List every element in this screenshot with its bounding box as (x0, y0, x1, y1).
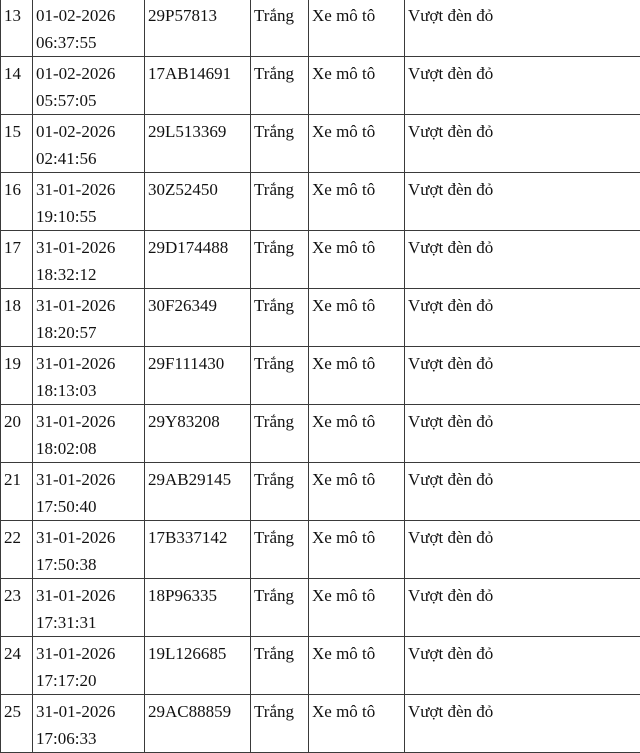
datetime-cell (33, 115, 145, 173)
datetime-cell (33, 521, 145, 579)
datetime-cell (33, 695, 145, 753)
datetime-cell (33, 405, 145, 463)
plate-cell: 29D174488 (145, 231, 251, 289)
plate-cell: 29AB29145 (145, 463, 251, 521)
color-cell: Trắng (251, 463, 309, 521)
datetime-cell (33, 289, 145, 347)
plate-cell: 29AC88859 (145, 695, 251, 753)
vehicle-type-cell: Xe mô tô (309, 637, 405, 695)
row-number-cell: 22 (1, 521, 33, 579)
vehicle-type-cell: Xe mô tô (309, 173, 405, 231)
table-row (1, 579, 640, 637)
table-row (1, 695, 640, 753)
date-text: 01-02-2026 (36, 60, 144, 87)
vehicle-type-cell: Xe mô tô (309, 231, 405, 289)
row-number-cell: 20 (1, 405, 33, 463)
color-cell: Trắng (251, 0, 309, 57)
plate-cell: 29F111430 (145, 347, 251, 405)
date-text: 01-02-2026 (36, 2, 144, 29)
plate-cell: 30F26349 (145, 289, 251, 347)
datetime-cell (33, 173, 145, 231)
color-cell: Trắng (251, 231, 309, 289)
time-text: 17:31:31 (36, 609, 144, 636)
time-text: 17:06:33 (36, 725, 144, 752)
violation-cell: Vượt đèn đỏ (405, 521, 640, 579)
date-text: 31-01-2026 (36, 408, 144, 435)
row-number-cell: 19 (1, 347, 33, 405)
datetime-cell (33, 57, 145, 115)
table-row (1, 173, 640, 231)
vehicle-type-cell: Xe mô tô (309, 57, 405, 115)
plate-cell: 29L513369 (145, 115, 251, 173)
table-row (1, 463, 640, 521)
row-number-cell: 18 (1, 289, 33, 347)
violation-cell: Vượt đèn đỏ (405, 0, 640, 57)
time-text: 19:10:55 (36, 203, 144, 230)
plate-cell: 30Z52450 (145, 173, 251, 231)
violation-cell: Vượt đèn đỏ (405, 57, 640, 115)
date-text: 31-01-2026 (36, 176, 144, 203)
color-cell: Trắng (251, 173, 309, 231)
table-row (1, 57, 640, 115)
vehicle-type-cell: Xe mô tô (309, 405, 405, 463)
time-text: 18:20:57 (36, 319, 144, 346)
plate-cell: 17B337142 (145, 521, 251, 579)
row-number-cell: 25 (1, 695, 33, 753)
datetime-cell (33, 231, 145, 289)
violation-cell: Vượt đèn đỏ (405, 463, 640, 521)
date-text: 01-02-2026 (36, 118, 144, 145)
color-cell: Trắng (251, 57, 309, 115)
color-cell: Trắng (251, 289, 309, 347)
vehicle-type-cell: Xe mô tô (309, 0, 405, 57)
violation-cell: Vượt đèn đỏ (405, 231, 640, 289)
date-text: 31-01-2026 (36, 524, 144, 551)
table-row (1, 289, 640, 347)
datetime-cell (33, 579, 145, 637)
date-text: 31-01-2026 (36, 640, 144, 667)
vehicle-type-cell: Xe mô tô (309, 289, 405, 347)
table-row (1, 115, 640, 173)
time-text: 18:13:03 (36, 377, 144, 404)
violation-cell: Vượt đèn đỏ (405, 347, 640, 405)
time-text: 02:41:56 (36, 145, 144, 172)
violation-cell: Vượt đèn đỏ (405, 405, 640, 463)
table-row (1, 231, 640, 289)
row-number-cell: 13 (1, 0, 33, 57)
time-text: 06:37:55 (36, 29, 144, 56)
datetime-cell (33, 347, 145, 405)
date-text: 31-01-2026 (36, 234, 144, 261)
time-text: 18:32:12 (36, 261, 144, 288)
plate-cell: 29P57813 (145, 0, 251, 57)
violation-cell: Vượt đèn đỏ (405, 289, 640, 347)
color-cell: Trắng (251, 695, 309, 753)
plate-cell: 18P96335 (145, 579, 251, 637)
row-number-cell: 17 (1, 231, 33, 289)
vehicle-type-cell: Xe mô tô (309, 521, 405, 579)
datetime-cell (33, 463, 145, 521)
color-cell: Trắng (251, 637, 309, 695)
row-number-cell: 14 (1, 57, 33, 115)
vehicle-type-cell: Xe mô tô (309, 463, 405, 521)
color-cell: Trắng (251, 405, 309, 463)
violation-cell: Vượt đèn đỏ (405, 115, 640, 173)
date-text: 31-01-2026 (36, 292, 144, 319)
vehicle-type-cell: Xe mô tô (309, 695, 405, 753)
time-text: 17:50:38 (36, 551, 144, 578)
color-cell: Trắng (251, 521, 309, 579)
color-cell: Trắng (251, 579, 309, 637)
datetime-cell (33, 0, 145, 57)
table-row (1, 405, 640, 463)
color-cell: Trắng (251, 115, 309, 173)
plate-cell: 19L126685 (145, 637, 251, 695)
table-row (1, 0, 640, 57)
time-text: 05:57:05 (36, 87, 144, 114)
row-number-cell: 24 (1, 637, 33, 695)
vehicle-type-cell: Xe mô tô (309, 579, 405, 637)
time-text: 18:02:08 (36, 435, 144, 462)
vehicle-type-cell: Xe mô tô (309, 347, 405, 405)
plate-cell: 29Y83208 (145, 405, 251, 463)
vehicle-type-cell: Xe mô tô (309, 115, 405, 173)
violation-cell: Vượt đèn đỏ (405, 637, 640, 695)
date-text: 31-01-2026 (36, 466, 144, 493)
table-row (1, 521, 640, 579)
time-text: 17:50:40 (36, 493, 144, 520)
row-number-cell: 16 (1, 173, 33, 231)
table-row (1, 347, 640, 405)
violation-cell: Vượt đèn đỏ (405, 173, 640, 231)
row-number-cell: 21 (1, 463, 33, 521)
violation-cell: Vượt đèn đỏ (405, 695, 640, 753)
color-cell: Trắng (251, 347, 309, 405)
datetime-cell (33, 637, 145, 695)
plate-cell: 17AB14691 (145, 57, 251, 115)
date-text: 31-01-2026 (36, 698, 144, 725)
date-text: 31-01-2026 (36, 350, 144, 377)
violations-table-body (1, 0, 640, 753)
violation-cell: Vượt đèn đỏ (405, 579, 640, 637)
row-number-cell: 15 (1, 115, 33, 173)
table-row (1, 637, 640, 695)
time-text: 17:17:20 (36, 667, 144, 694)
row-number-cell: 23 (1, 579, 33, 637)
date-text: 31-01-2026 (36, 582, 144, 609)
